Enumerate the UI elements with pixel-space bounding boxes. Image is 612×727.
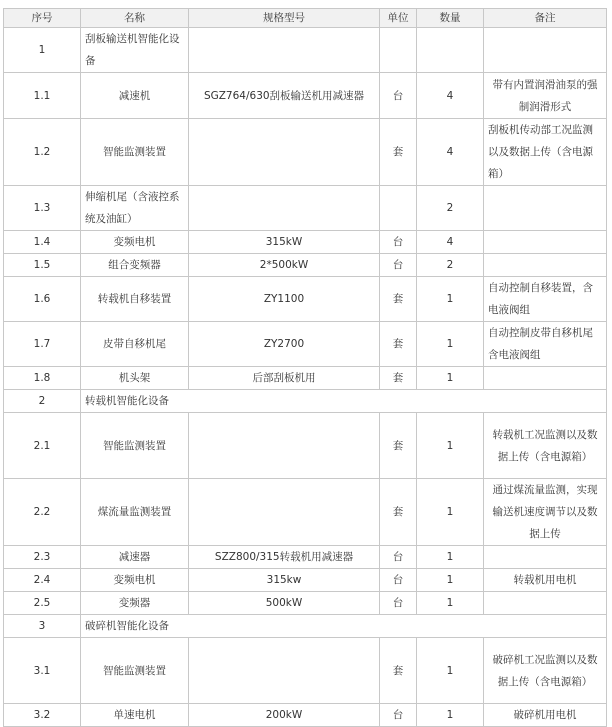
table-row xyxy=(4,28,607,73)
cell-note xyxy=(484,592,607,615)
cell-section-title: 破碎机智能化设备 xyxy=(81,615,607,638)
cell-name: 智能监测装置 xyxy=(81,119,189,186)
cell-qty: 1 xyxy=(417,322,484,367)
cell-qty: 4 xyxy=(417,73,484,119)
cell-no: 1.2 xyxy=(4,119,81,186)
header-qty: 数量 xyxy=(417,9,484,28)
cell-name: 减速器 xyxy=(81,546,189,569)
table-row xyxy=(4,367,607,390)
cell-qty: 4 xyxy=(417,119,484,186)
cell-qty: 1 xyxy=(417,638,484,704)
cell-no: 2.1 xyxy=(4,413,81,479)
table-header-row xyxy=(4,9,607,28)
cell-no: 3 xyxy=(4,615,81,638)
table-row xyxy=(4,231,607,254)
table-row xyxy=(4,322,607,367)
cell-no: 1.7 xyxy=(4,322,81,367)
cell-spec xyxy=(189,479,380,546)
cell-note xyxy=(484,367,607,390)
cell-spec xyxy=(189,28,380,73)
cell-unit: 台 xyxy=(380,592,417,615)
cell-note xyxy=(484,231,607,254)
table-row xyxy=(4,569,607,592)
cell-no: 2.2 xyxy=(4,479,81,546)
cell-qty: 2 xyxy=(417,254,484,277)
cell-note: 通过煤流量监测，实现输送机速度调节以及数据上传 xyxy=(484,479,607,546)
cell-spec: ZY1100 xyxy=(189,277,380,322)
table-row xyxy=(4,277,607,322)
cell-section-title: 转载机智能化设备 xyxy=(81,390,607,413)
cell-unit: 台 xyxy=(380,546,417,569)
cell-unit: 台 xyxy=(380,73,417,119)
header-unit: 单位 xyxy=(380,9,417,28)
cell-no: 2.4 xyxy=(4,569,81,592)
cell-name: 皮带自移机尾 xyxy=(81,322,189,367)
cell-name: 组合变频器 xyxy=(81,254,189,277)
cell-spec: ZY2700 xyxy=(189,322,380,367)
header-note: 备注 xyxy=(484,9,607,28)
cell-spec: 315kw xyxy=(189,569,380,592)
cell-name: 煤流量监测装置 xyxy=(81,479,189,546)
cell-unit: 套 xyxy=(380,638,417,704)
cell-unit xyxy=(380,28,417,73)
table-row xyxy=(4,479,607,546)
cell-unit: 套 xyxy=(380,413,417,479)
cell-no: 3.2 xyxy=(4,704,81,727)
cell-name: 智能监测装置 xyxy=(81,413,189,479)
cell-no: 1 xyxy=(4,28,81,73)
cell-spec: SGZ764/630刮板输送机用减速器 xyxy=(189,73,380,119)
cell-qty: 1 xyxy=(417,569,484,592)
table-row xyxy=(4,413,607,479)
cell-unit: 台 xyxy=(380,569,417,592)
cell-no: 2 xyxy=(4,390,81,413)
cell-name: 变频器 xyxy=(81,592,189,615)
cell-unit: 套 xyxy=(380,367,417,390)
cell-no: 1.6 xyxy=(4,277,81,322)
table-row xyxy=(4,592,607,615)
cell-no: 2.3 xyxy=(4,546,81,569)
cell-qty: 1 xyxy=(417,546,484,569)
cell-unit xyxy=(380,186,417,231)
cell-name: 减速机 xyxy=(81,73,189,119)
cell-qty: 1 xyxy=(417,367,484,390)
cell-spec: 2*500kW xyxy=(189,254,380,277)
header-spec: 规格型号 xyxy=(189,9,380,28)
table-row xyxy=(4,119,607,186)
cell-spec: 后部刮板机用 xyxy=(189,367,380,390)
cell-qty: 1 xyxy=(417,479,484,546)
cell-no: 1.3 xyxy=(4,186,81,231)
header-name: 名称 xyxy=(81,9,189,28)
cell-note xyxy=(484,546,607,569)
cell-note: 自动控制皮带自移机尾含电液阀组 xyxy=(484,322,607,367)
cell-spec: 500kW xyxy=(189,592,380,615)
cell-qty: 1 xyxy=(417,413,484,479)
cell-no: 1.4 xyxy=(4,231,81,254)
table-section-row xyxy=(4,615,607,638)
cell-note: 破碎机工况监测以及数据上传（含电源箱） xyxy=(484,638,607,704)
header-no: 序号 xyxy=(4,9,81,28)
cell-qty: 1 xyxy=(417,704,484,727)
cell-spec: 200kW xyxy=(189,704,380,727)
table-row xyxy=(4,73,607,119)
cell-spec xyxy=(189,186,380,231)
cropped-caption-fragment xyxy=(248,0,378,4)
cell-name: 刮板输送机智能化设备 xyxy=(81,28,189,73)
cell-unit: 套 xyxy=(380,322,417,367)
cell-note xyxy=(484,254,607,277)
cell-unit: 台 xyxy=(380,254,417,277)
cell-unit: 台 xyxy=(380,231,417,254)
cell-name: 转载机自移装置 xyxy=(81,277,189,322)
cell-no: 1.8 xyxy=(4,367,81,390)
cell-spec: SZZ800/315转载机用减速器 xyxy=(189,546,380,569)
table-row xyxy=(4,254,607,277)
cell-name: 变频电机 xyxy=(81,231,189,254)
cell-note xyxy=(484,28,607,73)
cell-spec xyxy=(189,119,380,186)
cell-unit: 套 xyxy=(380,277,417,322)
table-row xyxy=(4,638,607,704)
cell-spec: 315kW xyxy=(189,231,380,254)
cell-qty: 2 xyxy=(417,186,484,231)
cell-note: 破碎机用电机 xyxy=(484,704,607,727)
table-row xyxy=(4,186,607,231)
cell-qty: 4 xyxy=(417,231,484,254)
cell-note: 转载机用电机 xyxy=(484,569,607,592)
cell-spec xyxy=(189,413,380,479)
cell-name: 机头架 xyxy=(81,367,189,390)
cell-unit: 套 xyxy=(380,479,417,546)
cell-name: 单速电机 xyxy=(81,704,189,727)
cell-name: 智能监测装置 xyxy=(81,638,189,704)
cell-no: 3.1 xyxy=(4,638,81,704)
cell-no: 1.1 xyxy=(4,73,81,119)
cell-name: 伸缩机尾（含液控系统及油缸） xyxy=(81,186,189,231)
cell-unit: 套 xyxy=(380,119,417,186)
table-row xyxy=(4,704,607,727)
cell-note: 自动控制自移装置，含电液阀组 xyxy=(484,277,607,322)
cell-note: 带有内置润滑油泵的强制润滑形式 xyxy=(484,73,607,119)
cell-note: 转载机工况监测以及数据上传（含电源箱） xyxy=(484,413,607,479)
cell-no: 2.5 xyxy=(4,592,81,615)
cell-unit: 台 xyxy=(380,704,417,727)
cell-name: 变频电机 xyxy=(81,569,189,592)
table-row xyxy=(4,546,607,569)
cell-no: 1.5 xyxy=(4,254,81,277)
cell-note: 刮板机传动部工况监测以及数据上传（含电源箱） xyxy=(484,119,607,186)
cell-note xyxy=(484,186,607,231)
cell-spec xyxy=(189,638,380,704)
cell-qty: 1 xyxy=(417,592,484,615)
cell-qty: 1 xyxy=(417,277,484,322)
equipment-table xyxy=(3,8,607,727)
table-section-row xyxy=(4,390,607,413)
cell-qty xyxy=(417,28,484,73)
